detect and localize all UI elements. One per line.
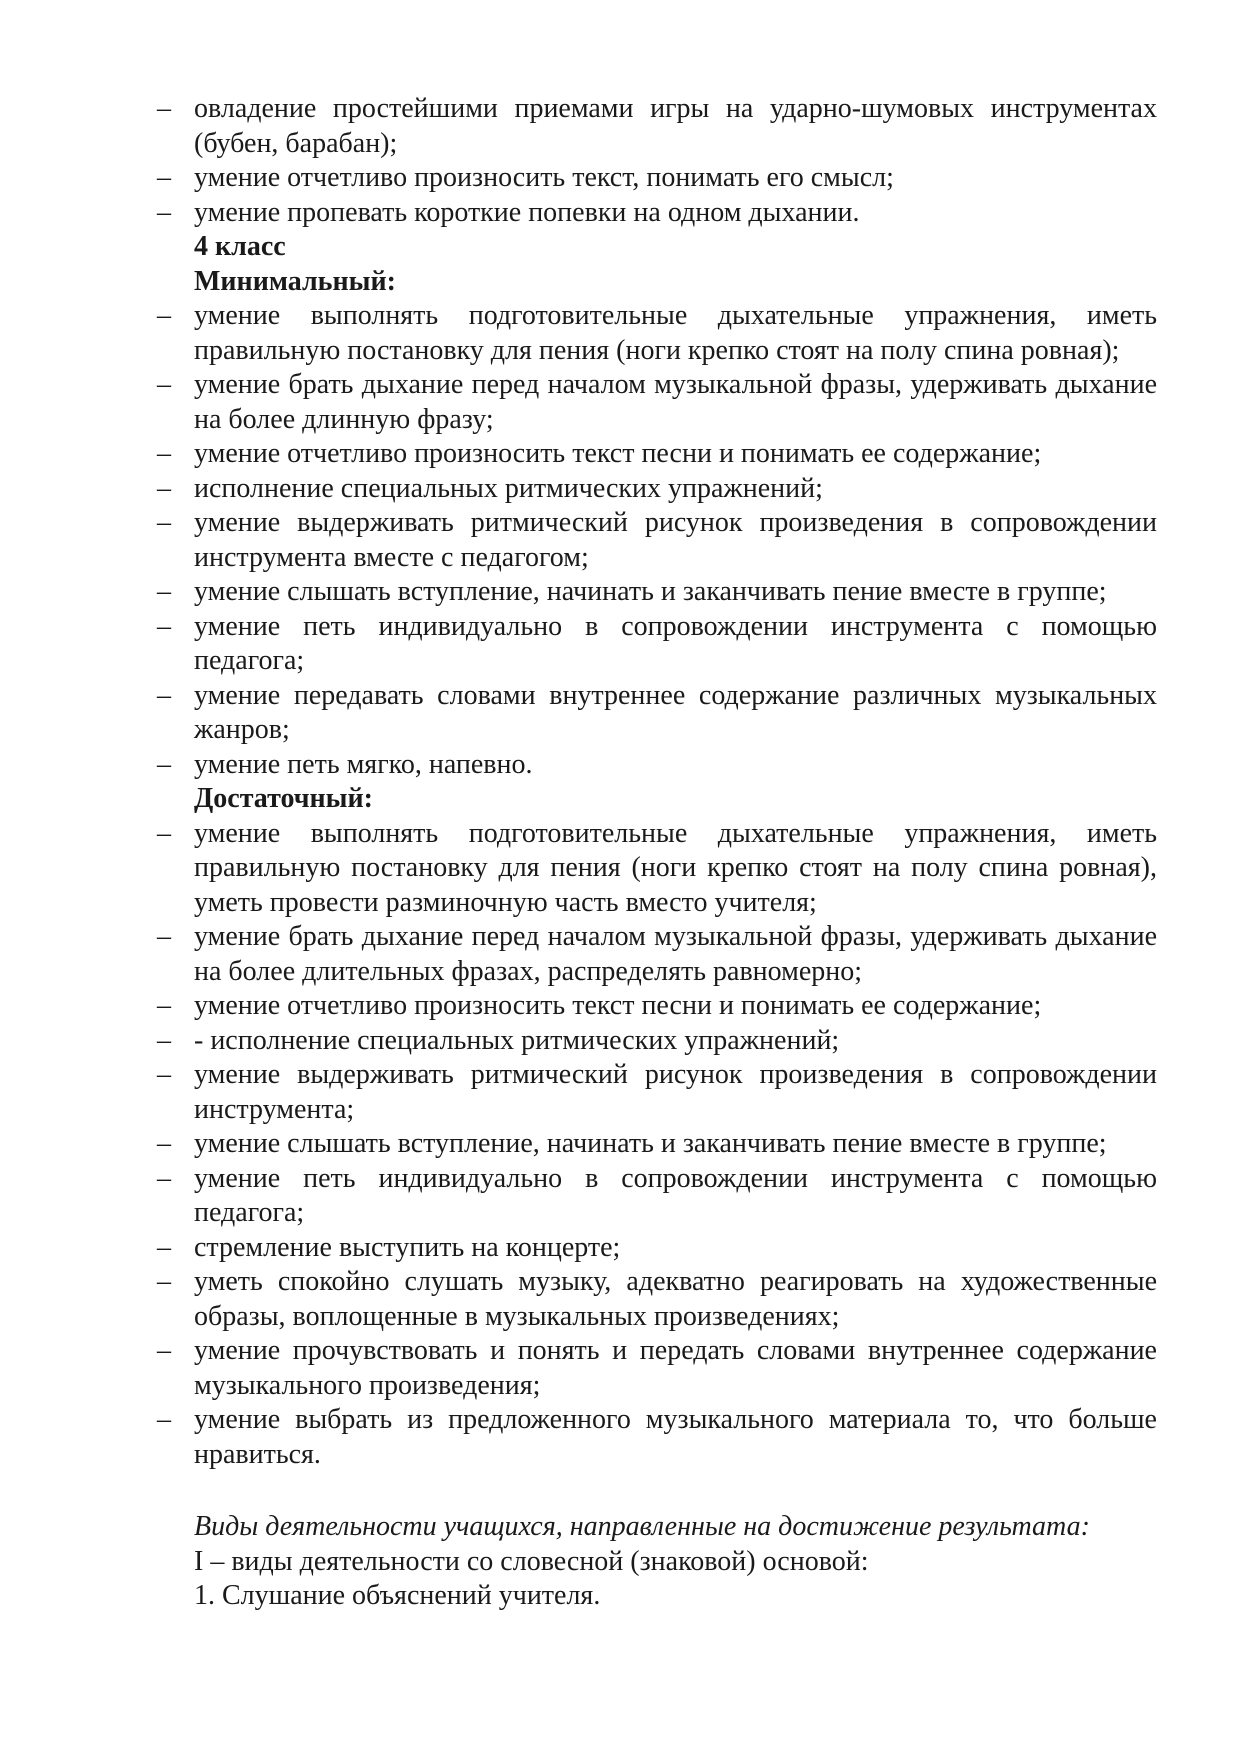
list-item-text: умение отчетливо произносить текст песни и понимать ее содержание;	[194, 990, 1042, 1021]
list-item	[157, 1127, 1157, 1162]
list-item-text: умение отчетливо произносить текст песни и понимать ее содержание;	[194, 438, 1042, 469]
list-item	[157, 610, 1157, 679]
activities-title: Виды деятельности учащихся, направленные на достижение результата:	[194, 1511, 1090, 1542]
dash-bullet: –	[157, 1024, 171, 1056]
dash-bullet: –	[157, 369, 171, 400]
list-item-text: умение выполнять подготовительные дыхательные упражнения, иметь правильную постановку для пения (ноги крепко стоят на полу спина ровная);	[194, 300, 1157, 366]
sufficient-level-heading: Достаточный:	[194, 783, 373, 814]
list-item-text: умение прочувствовать и понять и передать словами внутреннее содержание музыкального произведения;	[194, 1335, 1157, 1401]
document-content	[157, 92, 1157, 1614]
dash-bullet: –	[157, 93, 171, 124]
list-item-text: умение слышать вступление, начинать и заканчивать пение вместе в группе;	[194, 576, 1107, 607]
dash-bullet: –	[157, 748, 171, 780]
list-item	[157, 1265, 1157, 1334]
list-item	[157, 1334, 1157, 1403]
dash-bullet: –	[157, 1404, 171, 1435]
list-item	[157, 161, 1157, 196]
list-item	[157, 1231, 1157, 1266]
list-item	[157, 748, 1157, 783]
list-item-text: - исполнение специальных ритмических упражнений;	[194, 1024, 840, 1056]
paragraph-gap	[157, 1472, 1157, 1510]
dash-bullet: –	[157, 196, 171, 228]
list-item	[157, 368, 1157, 437]
dash-bullet: –	[157, 1162, 171, 1194]
dash-bullet: –	[157, 438, 171, 469]
list-item-text: умение отчетливо произносить текст, понимать его смысл;	[194, 162, 894, 193]
list-item	[157, 506, 1157, 575]
list-item	[157, 1403, 1157, 1472]
dash-bullet: –	[157, 1128, 171, 1159]
dash-bullet: –	[157, 300, 171, 331]
dash-bullet: –	[157, 1266, 171, 1297]
dash-bullet: –	[157, 1231, 171, 1263]
dash-bullet: –	[157, 1059, 171, 1090]
activities-item-1: 1. Слушание объяснений учителя.	[194, 1580, 601, 1611]
list-item-text: умение петь мягко, напевно.	[194, 748, 533, 780]
dash-bullet: –	[157, 921, 171, 952]
list-item	[157, 1024, 1157, 1059]
list-item-text: умение слышать вступление, начинать и заканчивать пение вместе в группе;	[194, 1128, 1107, 1159]
list-item	[157, 989, 1157, 1024]
dash-bullet: –	[157, 507, 171, 538]
list-item	[157, 299, 1157, 368]
list-item-text: умение петь индивидуально в сопровождении инструмента с помощью педагога;	[194, 610, 1157, 676]
list-item-text: умение брать дыхание перед началом музыкальной фразы, удерживать дыхание на более длинную фразу;	[194, 369, 1157, 435]
list-item	[157, 1058, 1157, 1127]
list-item	[157, 817, 1157, 921]
list-item-text: исполнение специальных ритмических упражнений;	[194, 472, 823, 504]
list-item-text: стремление выступить на концерте;	[194, 1231, 621, 1263]
list-item	[157, 575, 1157, 610]
dash-bullet: –	[157, 990, 171, 1021]
list-item	[157, 1162, 1157, 1231]
dash-bullet: –	[157, 817, 171, 849]
list-item-text: умение петь индивидуально в сопровождении инструмента с помощью педагога;	[194, 1162, 1157, 1228]
list-item-text: уметь спокойно слушать музыку, адекватно реагировать на художественные образы, воплощенные в музыкальных произведениях;	[194, 1266, 1157, 1332]
dash-bullet: –	[157, 162, 171, 193]
list-item-text: умение выбрать из предложенного музыкального материала то, что больше нравиться.	[194, 1404, 1157, 1470]
dash-bullet: –	[157, 472, 171, 504]
dash-bullet: –	[157, 1335, 171, 1366]
list-item-text: умение брать дыхание перед началом музыкальной фразы, удерживать дыхание на более длительных фразах, распределять равномерно;	[194, 921, 1157, 987]
list-item-text: умение пропевать короткие попевки на одном дыхании.	[194, 196, 860, 228]
list-item-text: овладение простейшими приемами игры на ударно-шумовых инструментах (бубен, барабан);	[194, 93, 1157, 159]
list-item	[157, 196, 1157, 231]
dash-bullet: –	[157, 610, 171, 642]
list-item-text: умение передавать словами внутреннее содержание различных музыкальных жанров;	[194, 679, 1157, 745]
list-item-text: умение выдерживать ритмический рисунок произведения в сопровождении инструмента вместе с педагогом;	[194, 507, 1157, 573]
list-item	[157, 920, 1157, 989]
list-item	[157, 437, 1157, 472]
list-item-text: умение выдерживать ритмический рисунок произведения в сопровождении инструмента;	[194, 1059, 1157, 1125]
list-item	[157, 472, 1157, 507]
dash-bullet: –	[157, 576, 171, 607]
grade-heading: 4 класс	[194, 231, 286, 262]
activities-group-1: I – виды деятельности со словесной (знаковой) основой:	[194, 1545, 869, 1577]
list-item-text: умение выполнять подготовительные дыхательные упражнения, иметь правильную постановку для пения (ноги крепко стоят на полу спина ровная), уметь провести разминочную часть вместо учителя;	[194, 817, 1157, 918]
minimal-level-heading: Минимальный:	[194, 265, 396, 297]
list-item	[157, 679, 1157, 748]
list-item	[157, 92, 1157, 161]
dash-bullet: –	[157, 679, 171, 711]
